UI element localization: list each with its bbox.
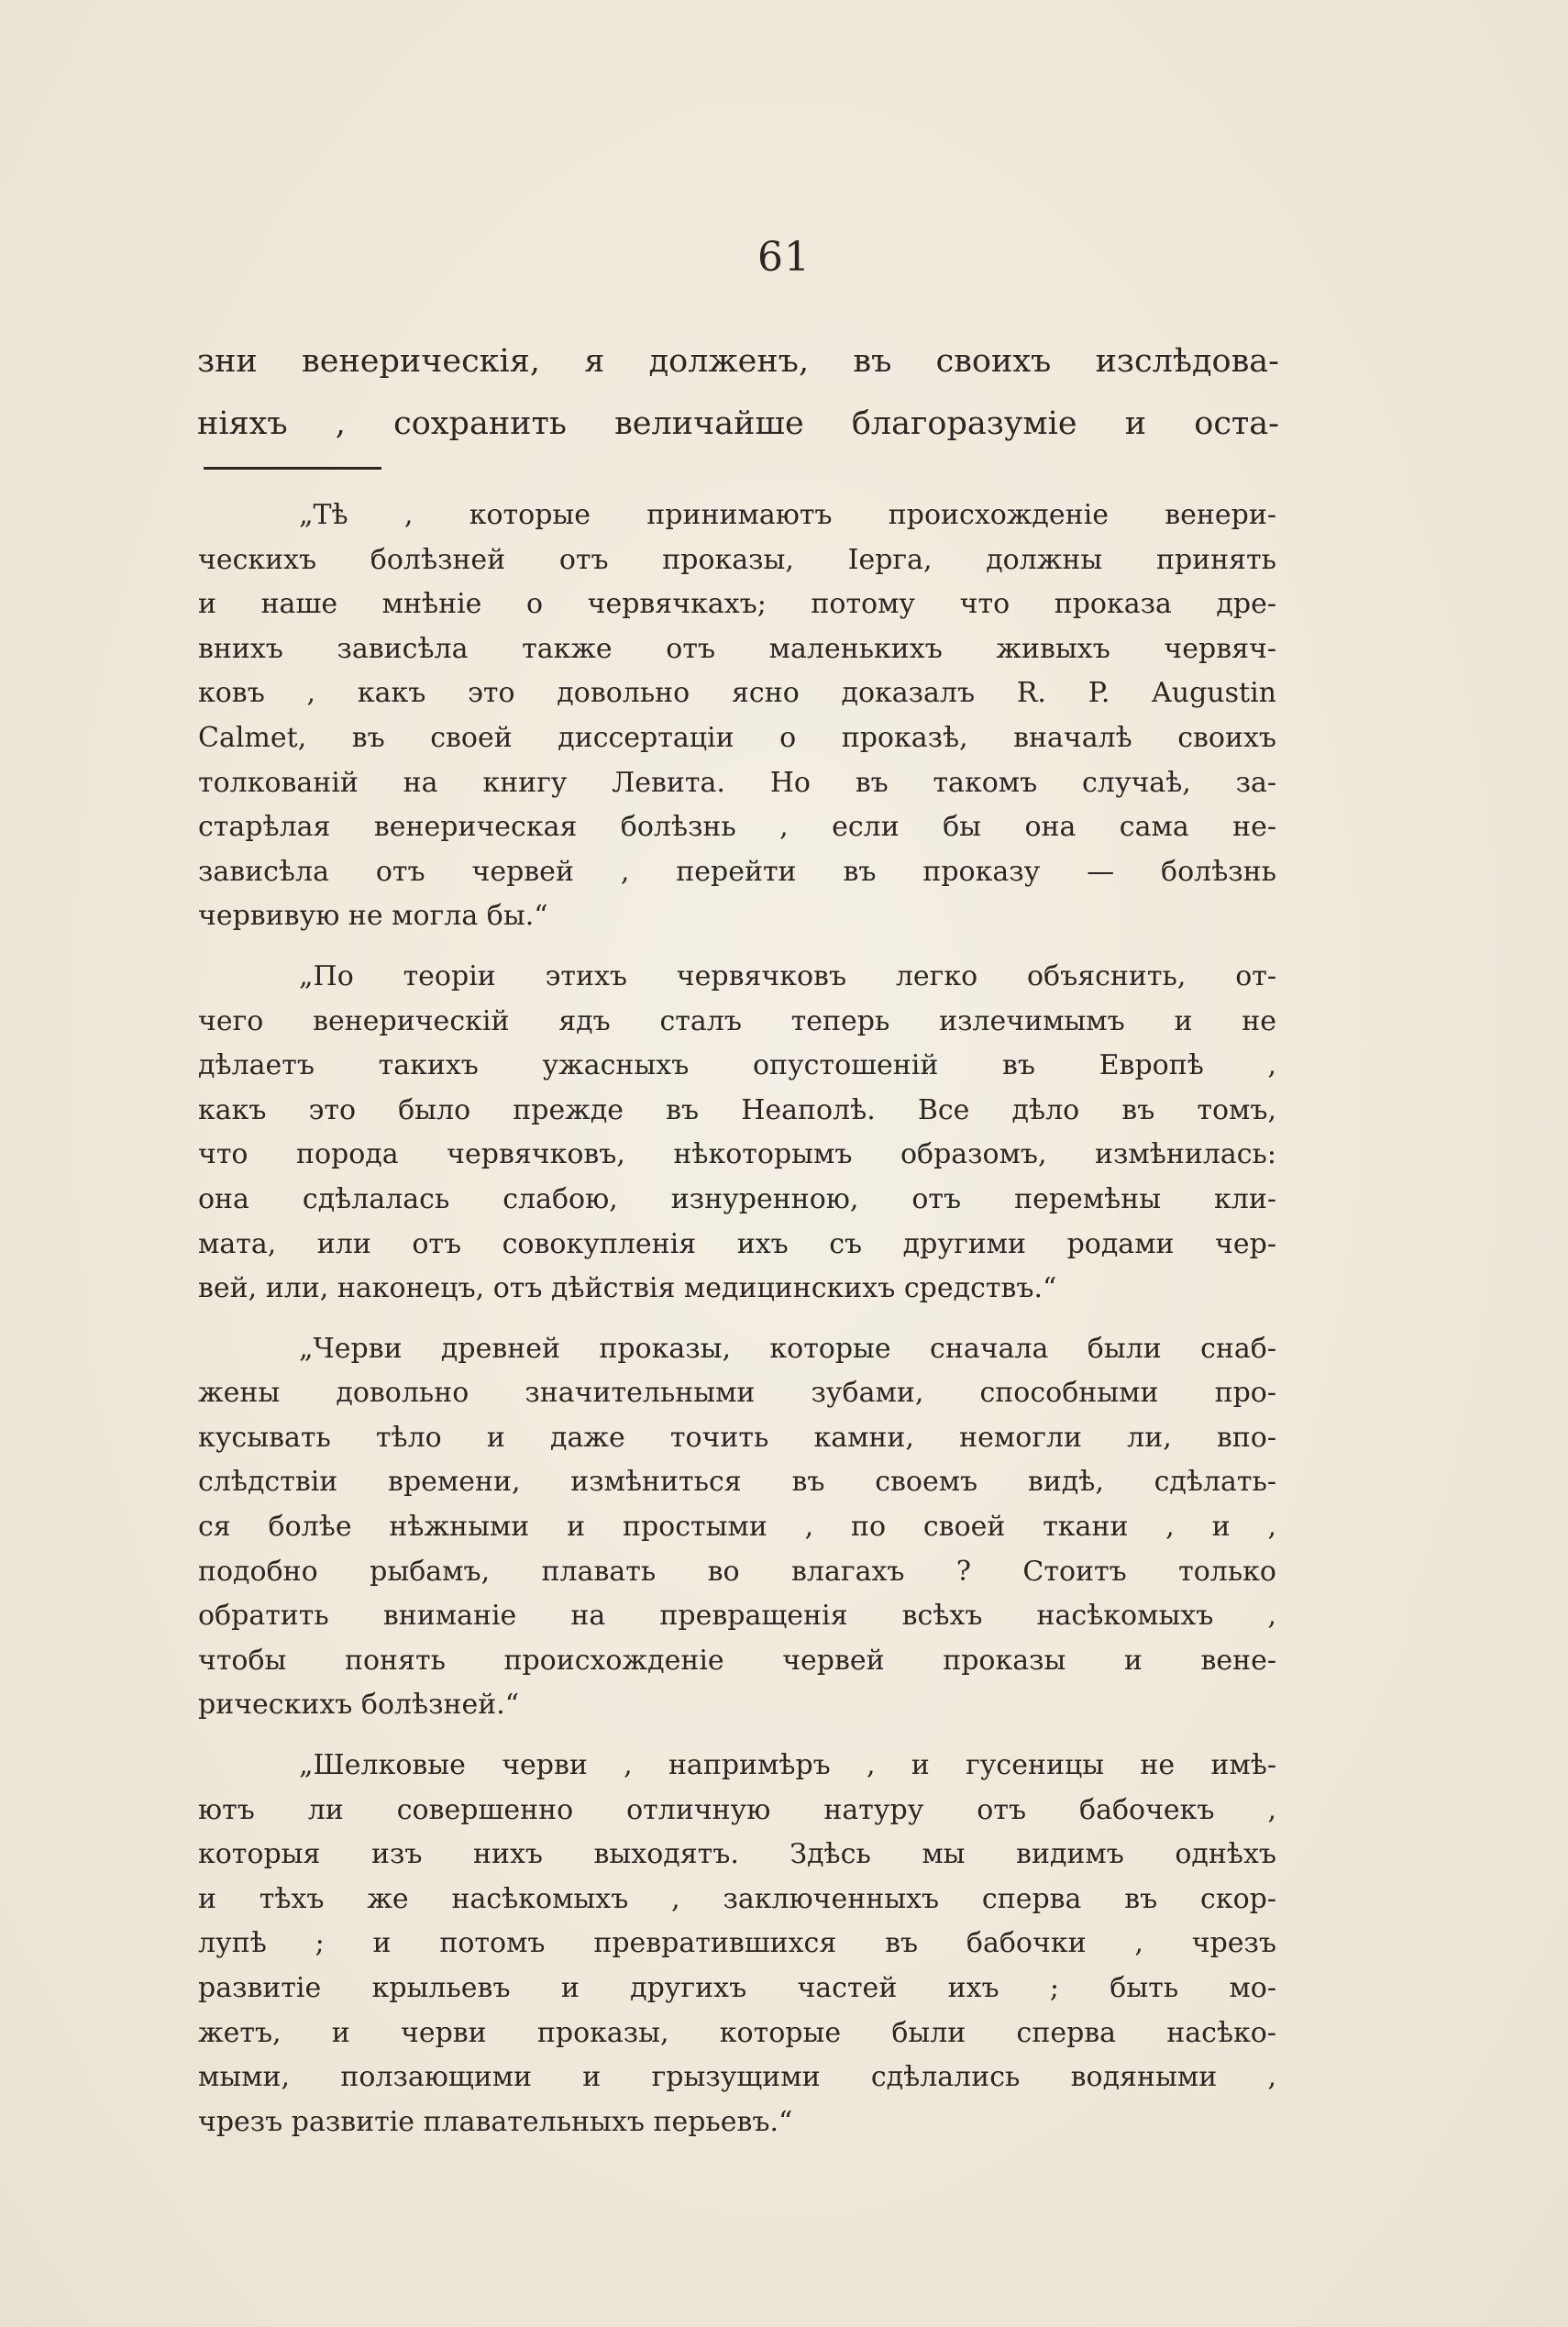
footnote-line: какъ это было прежде въ Неаполѣ. Все дѣло въ томъ, [198,1093,1276,1126]
footnote-line: внихъ зависѣла также отъ маленькихъ живыхъ червяч- [198,632,1276,665]
footnote-paragraph [198,955,1276,1312]
footnote-line: которыя изъ нихъ выходятъ. Здѣсь мы видимъ однѣхъ [198,1838,1276,1871]
footnote-line: подобно рыбамъ, плавать во влагахъ ? Стоитъ только [198,1555,1276,1588]
footnote-line: развитіе крыльевъ и другихъ частей ихъ ; быть мо- [198,1972,1276,2004]
footnote-line: дѣлаетъ такихъ ужасныхъ опустошеній въ Европѣ , [198,1049,1276,1082]
footnote-line: ческихъ болѣзней отъ проказы, Іерга, должны принять [198,543,1276,576]
footnote-paragraph [198,493,1276,939]
footnote-line: ковъ , какъ это довольно ясно доказалъ R. P. Augustin [198,677,1276,710]
footnotes [198,493,1276,2160]
main-text [197,330,1279,455]
main-text-line: ніяхъ , сохранить величайше благоразуміе и оста- [197,405,1279,442]
footnote-line: „По теоріи этихъ червячковъ легко объяснить, от- [299,959,1276,992]
footnote-line: чего венерическій ядъ сталъ теперь излечимымъ и не [198,1004,1276,1037]
footnote-line: ся болѣе нѣжными и простыми , по своей ткани , и , [198,1511,1276,1544]
page-number: 61 [757,234,811,281]
footnote-line: обратить вниманіе на превращенія всѣхъ насѣкомыхъ , [198,1600,1276,1633]
footnote-line: рическихъ болѣзней.“ [198,1689,520,1722]
footnote-line: червивую не могла бы.“ [198,900,548,933]
footnote-line: зависѣла отъ червей , перейти въ проказу — болѣзнь [198,855,1276,888]
footnote-paragraph [198,1744,1276,2144]
footnote-line: старѣлая венерическая болѣзнь , если бы она сама не- [198,811,1276,844]
footnote-line: и наше мнѣніе о червячкахъ; потому что проказа дре- [198,588,1276,621]
footnote-line: слѣдствіи времени, измѣниться въ своемъ видѣ, сдѣлать- [198,1466,1276,1499]
footnote-line: вей, или, наконецъ, отъ дѣйствія медицинскихъ средствъ.“ [198,1272,1057,1305]
footnote-line: она сдѣлалась слабою, изнуренною, отъ перемѣны кли- [198,1182,1276,1215]
footnote-line: Calmet, въ своей диссертаціи о проказѣ, вначалѣ своихъ [198,721,1276,754]
footnote-line: „Черви древней проказы, которые сначала были снаб- [299,1332,1276,1365]
footnote-line: и тѣхъ же насѣкомыхъ , заключенныхъ сперва въ скор- [198,1882,1276,1915]
footnote-line: мыми, ползающими и грызущими сдѣлались водяными , [198,2061,1276,2094]
main-text-line: зни венерическія, я долженъ, въ своихъ изслѣдова- [197,343,1279,380]
footnote-paragraph [198,1327,1276,1728]
footnote-separator-rule [204,467,381,470]
footnote-line: мата, или отъ совокупленія ихъ съ другими родами чер- [198,1227,1276,1260]
footnote-line: жены довольно значительными зубами, способными про- [198,1377,1276,1410]
footnote-line: „Шелковые черви , напримѣръ , и гусеницы не имѣ- [299,1749,1276,1782]
footnote-line: что порода червячковъ, нѣкоторымъ образомъ, измѣнилась: [198,1138,1276,1171]
footnote-line: чрезъ развитіе плавательныхъ перьевъ.“ [198,2105,793,2138]
footnote-line: жетъ, и черви проказы, которые были сперва насѣко- [198,2016,1276,2049]
footnote-line: „Тѣ , которые принимаютъ происхожденіе венери- [299,499,1276,531]
footnote-line: кусывать тѣло и даже точить камни, немогли ли, впо- [198,1421,1276,1454]
footnote-line: лупѣ ; и потомъ превратившихся въ бабочки , чрезъ [198,1927,1276,1960]
footnote-line: ютъ ли совершенно отличную натуру отъ бабочекъ , [198,1793,1276,1826]
footnote-line: чтобы понять происхожденіе червей проказы и вене- [198,1644,1276,1677]
footnote-line: толкованій на книгу Левита. Но въ такомъ случаѣ, за- [198,766,1276,799]
